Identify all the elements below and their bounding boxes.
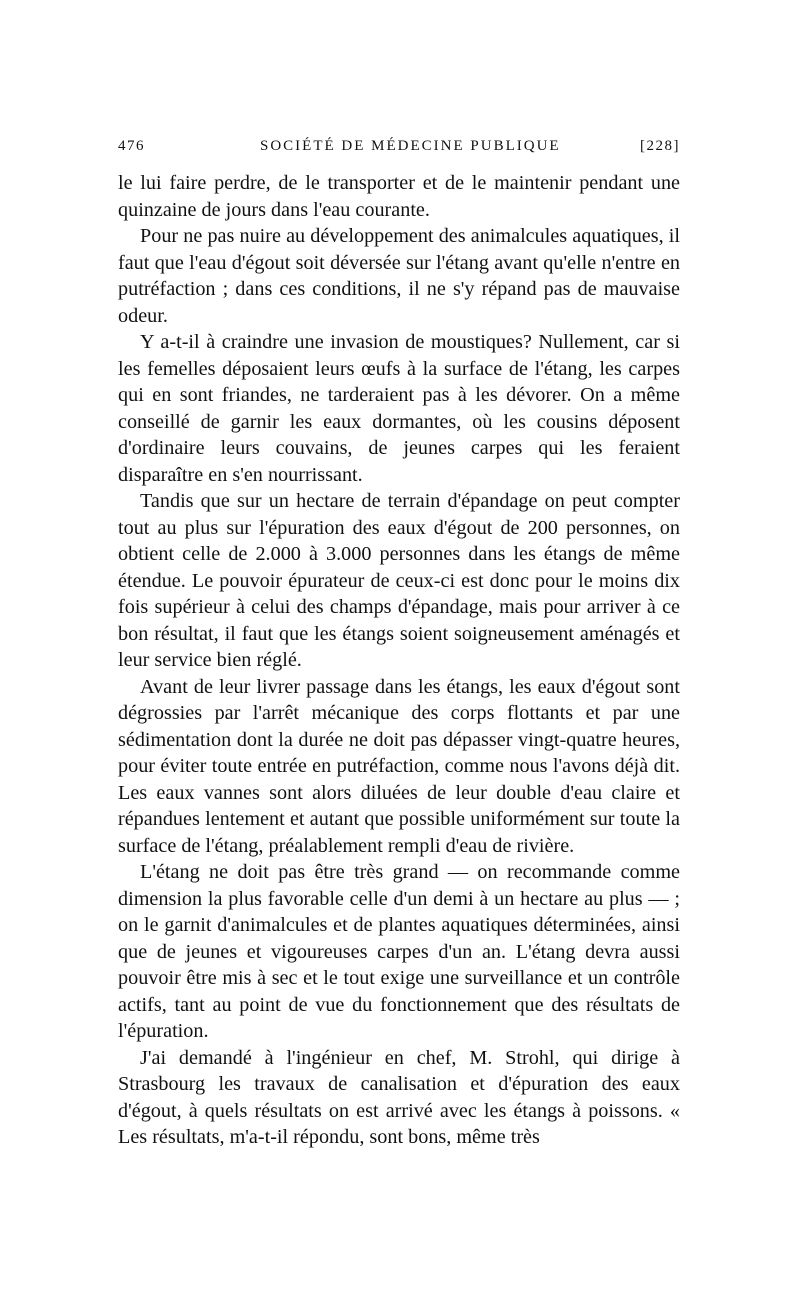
folio-number: [228] <box>640 138 680 154</box>
paragraph-5: Avant de leur livrer passage dans les étangs, les eaux d'égout sont dégrossies par l'arrêt mécanique des corps flottants et par une sédimentation dont la durée ne doit pas dépasser vingt-quatre heures, pour éviter toute entrée en putréfaction, comme nous l'avons déjà dit. Les eaux vannes sont alors diluées de leur double d'eau claire et répandues lentement et autant que possible uniformément sur toute la surface de l'étang, préalablement rempli d'eau de rivière. <box>118 675 680 857</box>
paragraph-4: Tandis que sur un hectare de terrain d'épandage on peut compter tout au plus sur l'épuration des eaux d'égout de 200 personnes, on obtient celle de 2.000 à 3.000 personnes dans les étangs de même étendue. Le pouvoir épurateur de ceux-ci est donc pour le moins dix fois supérieur à celui des champs d'épandage, mais pour arriver à ce bon résultat, il faut que les étangs soient soigneusement aménagés et leur service bien réglé. <box>118 490 680 671</box>
paragraph-2: Pour ne pas nuire au développement des animalcules aquatiques, il faut que l'eau d'égout soit déversée sur l'étang avant qu'elle n'entre en putréfaction ; dans ces conditions, il ne s'y répand pas de mauvaise odeur. <box>118 225 680 327</box>
body-text <box>118 170 680 1151</box>
book-page <box>118 138 680 1151</box>
paragraph-1: le lui faire perdre, de le transporter et de le maintenir pendant une quinzaine de jours dans l'eau courante. <box>118 172 680 221</box>
paragraph-6: L'étang ne doit pas être très grand — on recommande comme dimension la plus favorable celle d'un demi à un hectare au plus — ; on le garnit d'animalcules et de plantes aquatiques déterminées, ainsi que de jeunes et vigoureuses carpes d'un an. L'étang devra aussi pouvoir être mis à sec et le tout exige une surveillance et un contrôle actifs, tant au point de vue du fonctionnement que des résultats de l'épuration. <box>118 861 680 1042</box>
paragraph-3: Y a-t-il à craindre une invasion de moustiques? Nullement, car si les femelles déposaient leurs œufs à la surface de l'étang, les carpes qui en sont friandes, ne tarderaient pas à les dévorer. On a même conseillé de garnir les eaux dormantes, où les cousins déposent d'ordinaire leurs couvains, de jeunes carpes qui les feraient disparaître en s'en nourrissant. <box>118 331 680 486</box>
running-title: SOCIÉTÉ DE MÉDECINE PUBLIQUE <box>260 138 561 154</box>
paragraph-7: J'ai demandé à l'ingénieur en chef, M. Strohl, qui dirige à Strasbourg les travaux de canalisation et d'épuration des eaux d'égout, à quels résultats on est arrivé avec les étangs à poissons. « Les résultats, m'a-t-il répondu, sont bons, même très <box>118 1046 680 1148</box>
page-number: 476 <box>118 138 145 154</box>
page-header <box>118 138 680 170</box>
